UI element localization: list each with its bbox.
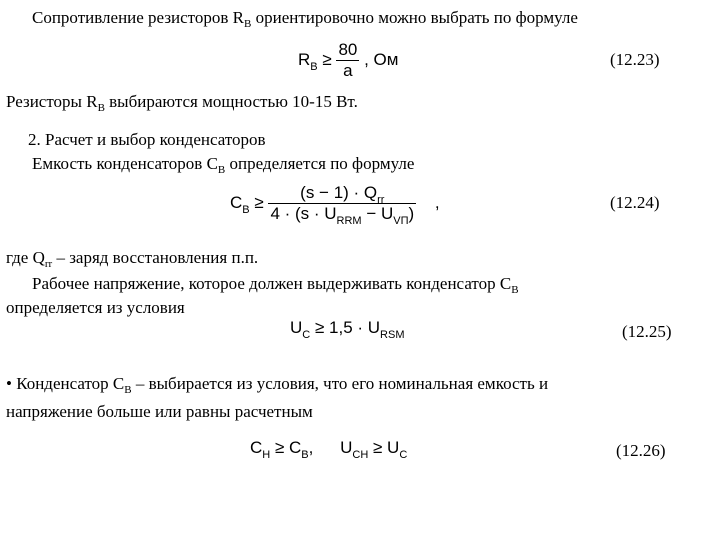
equation-number-12-24: (12.24) <box>610 193 660 212</box>
paragraph-charge-definition: где $Q_{rr}$ – заряд восстановления п.п. <box>6 248 259 270</box>
equation-number-12-25: (12.25) <box>622 322 672 341</box>
equation-number-12-26: (12.26) <box>616 441 666 460</box>
formula-12-25: $U_C \ge 1,5 \cdot U_{RSM}$ <box>290 318 405 341</box>
paragraph-capacitor-selection: • Конденсатор $C_B$ – выбирается из условия, что его номинальная емкость и <box>6 374 549 396</box>
formula-12-26: $C_Н \ge C_B$, $U_{CH} \ge U_C$ <box>250 438 408 461</box>
formula-12-24: $C_B$ ≥ $\frac{(s - 1) \cdot Q_{rr}}{4 \cdot (s \cdot U_{RRM} - U_{VП})}$ , <box>230 183 440 227</box>
equation-number-12-23: (12.23) <box>610 50 660 69</box>
formula-12-23: $R_B$ ≥ $\frac{80}{a}$ , Ом <box>298 40 399 80</box>
paragraph-resistor-formula-intro: Сопротивление резисторов $R_B$ ориентировочно можно выбрать по формуле <box>32 8 578 30</box>
paragraph-condition: определяется из условия <box>6 298 185 317</box>
paragraph-working-voltage: Рабочее напряжение, которое должен выдерживать конденсатор $C_B$ <box>32 274 519 296</box>
section-heading-capacitors: 2. Расчет и выбор конденсаторов <box>28 130 266 149</box>
fraction: $\frac{80}{a}$ <box>338 40 358 80</box>
fraction: $\frac{(s - 1) \cdot Q_{rr}}{4 \cdot (s \cdot U_{RRM} - U_{VП})}$ <box>270 183 415 227</box>
paragraph-rated-values: напряжение больше или равны расчетным <box>6 402 313 421</box>
paragraph-capacitance-intro: Емкость конденсаторов $C_B$ определяется по формуле <box>32 154 415 176</box>
paragraph-resistor-power: Резисторы $R_B$ выбираются мощностью 10-15 Вт. <box>6 92 358 114</box>
